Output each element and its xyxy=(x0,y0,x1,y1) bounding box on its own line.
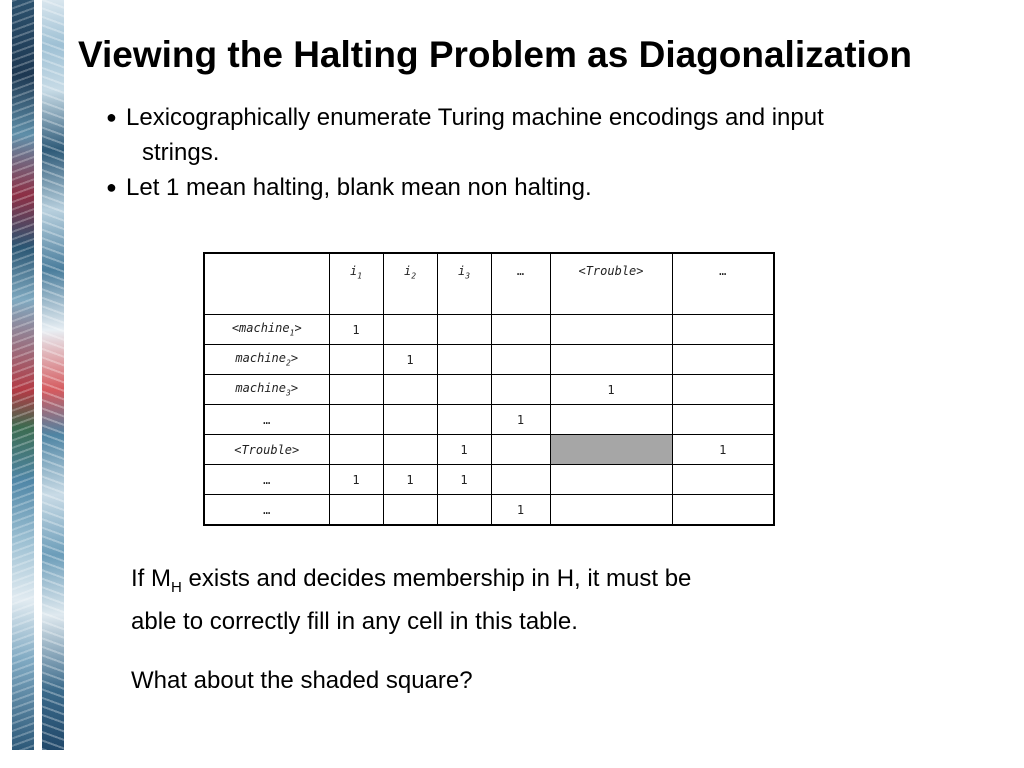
table-row-header xyxy=(204,405,329,435)
bullet-text-continuation: strings. xyxy=(142,139,220,166)
cell-label-subscript: 1 xyxy=(357,271,363,281)
explanation-subscript: H xyxy=(171,578,182,596)
table-column-header xyxy=(437,253,491,315)
bullet-text: Let 1 mean halting, blank mean non halting. xyxy=(126,174,592,201)
table-cell xyxy=(491,435,550,465)
decorative-border-strip-left xyxy=(12,0,34,750)
halting-diagonal-table xyxy=(203,252,775,526)
cell-label-text: i xyxy=(349,264,358,278)
table-row-header xyxy=(204,345,329,375)
table-row-header xyxy=(204,375,329,405)
table-cell xyxy=(672,405,774,435)
table-row-header xyxy=(204,495,329,526)
table-cell xyxy=(383,375,437,405)
cell-label-text: i xyxy=(457,264,466,278)
bullet-list xyxy=(106,100,986,205)
table-cell xyxy=(550,495,672,526)
bullet-text: Lexicographically enumerate Turing machine encodings and input xyxy=(126,104,824,131)
table-cell xyxy=(491,465,550,495)
table-cell xyxy=(383,315,437,345)
table-header-row xyxy=(204,253,774,315)
table-row-header xyxy=(204,435,329,465)
table-cell xyxy=(550,345,672,375)
decorative-border-strip-right xyxy=(42,0,64,750)
table-cell xyxy=(383,405,437,435)
table-cell xyxy=(550,465,672,495)
cell-label-text: machine xyxy=(235,351,286,366)
bullet-dot-icon: ● xyxy=(106,107,117,127)
table-cell: 1 xyxy=(491,495,550,526)
table-cell xyxy=(329,495,383,526)
cell-label-suffix: > xyxy=(290,351,299,366)
table-row xyxy=(204,495,774,526)
table-cell xyxy=(437,405,491,435)
bullet-item xyxy=(106,170,986,205)
table-cell xyxy=(491,315,550,345)
explanation-prefix: If M xyxy=(131,565,171,592)
table-row xyxy=(204,405,774,435)
table-cell: 1 xyxy=(491,405,550,435)
cell-label-text: … xyxy=(263,502,271,517)
cell-label-suffix: > xyxy=(290,381,299,396)
table-column-header xyxy=(672,253,774,315)
table-cell xyxy=(491,375,550,405)
table-cell: 1 xyxy=(383,345,437,375)
cell-label-text: … xyxy=(719,264,727,278)
table-cell xyxy=(491,345,550,375)
question-paragraph: What about the shaded square? xyxy=(131,667,473,694)
table-cell xyxy=(672,495,774,526)
cell-label-suffix: > xyxy=(294,321,302,336)
explanation-line1: exists and decides membership in H, it must be xyxy=(181,565,692,592)
bullet-item xyxy=(106,100,986,170)
cell-label-subscript: 3 xyxy=(286,388,291,398)
cell-label-text: … xyxy=(263,472,271,487)
table-cell: 1 xyxy=(329,465,383,495)
table-column-header xyxy=(491,253,550,315)
cell-label-subscript: 2 xyxy=(411,271,417,281)
table-cell xyxy=(329,345,383,375)
cell-label-text: <Trouble> xyxy=(578,264,644,278)
table-column-header xyxy=(550,253,672,315)
table-row xyxy=(204,345,774,375)
table-cell: 1 xyxy=(437,465,491,495)
cell-label-subscript: 1 xyxy=(289,328,295,338)
table-cell xyxy=(550,405,672,435)
table-cell xyxy=(437,495,491,526)
table-cell xyxy=(437,375,491,405)
shaded-trouble-cell xyxy=(550,435,672,465)
cell-label-text: … xyxy=(516,264,525,278)
cell-label-text: <Trouble> xyxy=(234,442,300,457)
cell-label-text: <machine xyxy=(231,321,290,336)
table-cell xyxy=(329,435,383,465)
table-cell: 1 xyxy=(383,465,437,495)
table-cell xyxy=(437,315,491,345)
table-row xyxy=(204,375,774,405)
explanation-line2: able to correctly fill in any cell in this table. xyxy=(131,607,578,635)
slide-title: Viewing the Halting Problem as Diagonalization xyxy=(78,34,912,75)
table-cell xyxy=(672,315,774,345)
table-cell xyxy=(672,345,774,375)
table-cell xyxy=(550,315,672,345)
table-cell xyxy=(383,495,437,526)
table-column-header xyxy=(383,253,437,315)
bullet-dot-icon: ● xyxy=(106,177,117,197)
table-cell: 1 xyxy=(437,435,491,465)
table-cell: 1 xyxy=(672,435,774,465)
table-cell: 1 xyxy=(329,315,383,345)
explanation-paragraph xyxy=(131,562,831,639)
table-corner-cell xyxy=(204,253,329,315)
table-cell xyxy=(672,465,774,495)
table-column-header xyxy=(329,253,383,315)
table-cell xyxy=(329,405,383,435)
table-cell xyxy=(329,375,383,405)
table-row xyxy=(204,315,774,345)
table-row xyxy=(204,465,774,495)
cell-label-text: … xyxy=(263,412,271,427)
table-row-header xyxy=(204,315,329,345)
table-cell xyxy=(437,345,491,375)
table-cell xyxy=(672,375,774,405)
cell-label-subscript: 3 xyxy=(465,271,471,281)
cell-label-text: machine xyxy=(235,381,286,396)
table-row-header xyxy=(204,465,329,495)
table-row xyxy=(204,435,774,465)
cell-label-subscript: 2 xyxy=(286,358,291,368)
cell-label-text: i xyxy=(403,264,412,278)
table-cell xyxy=(383,435,437,465)
table-cell: 1 xyxy=(550,375,672,405)
